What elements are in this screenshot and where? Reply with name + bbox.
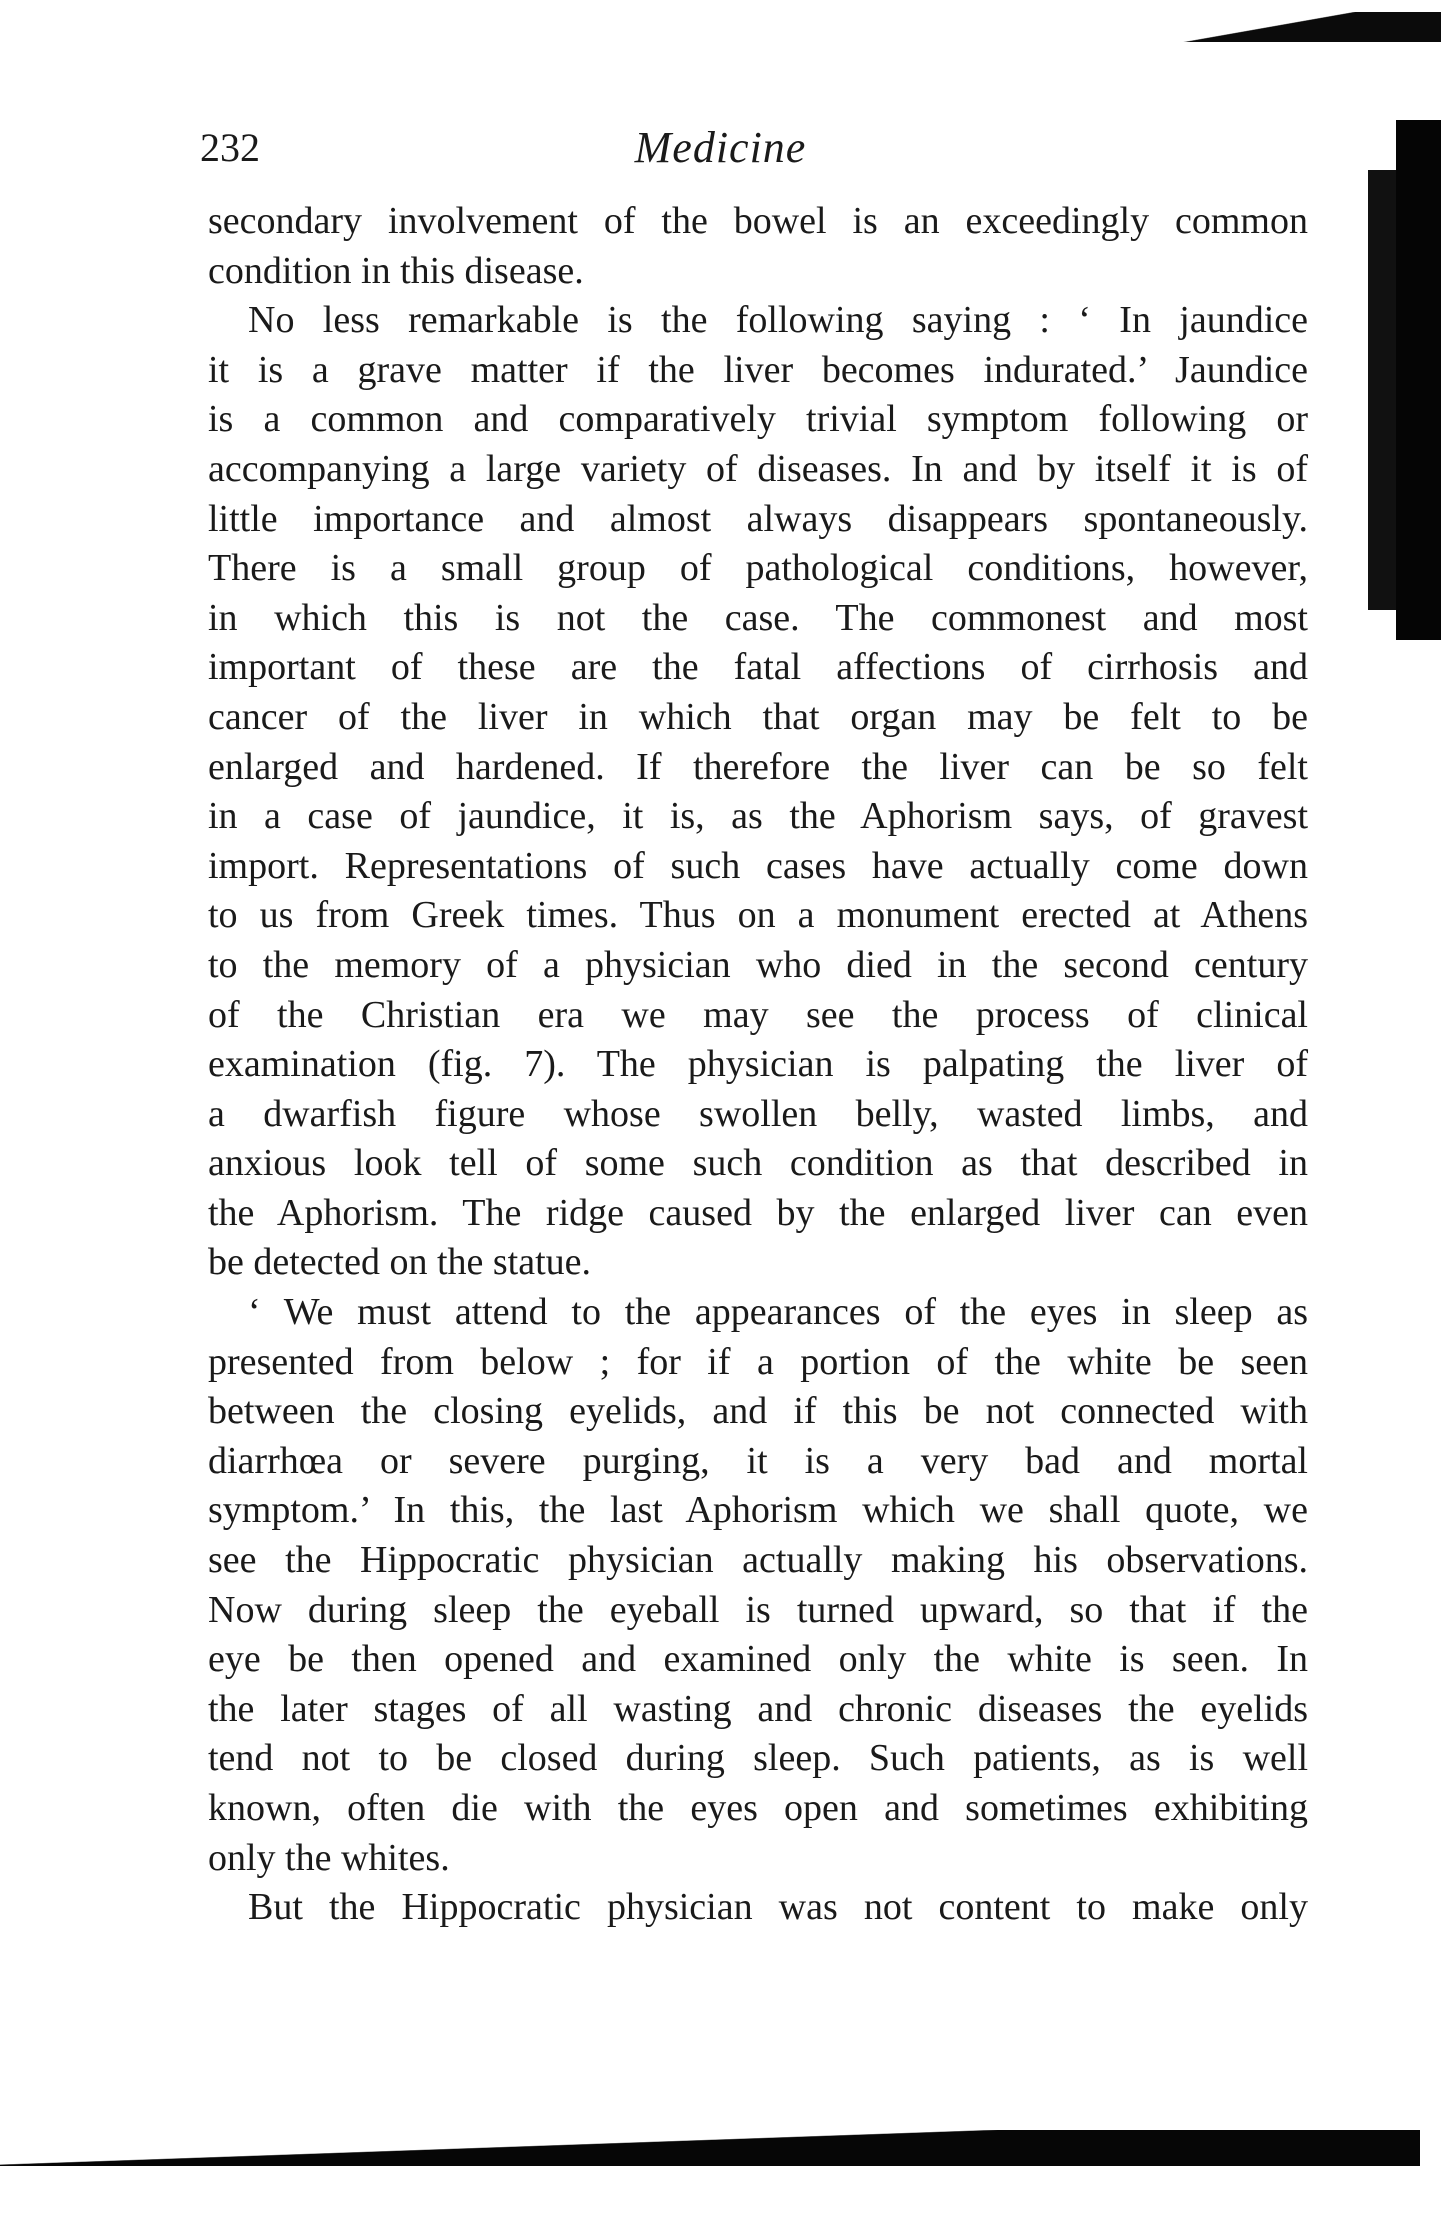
text-line: to the memory of a physician who died in the second century [208,943,1308,986]
text-line: examination (fig. 7). The physician is palpating the liver of [208,1043,1308,1086]
text-line: secondary involvement of the bowel is an exceedingly common [208,200,1308,242]
text-line: Now during sleep the eyeball is turned upward, so that if the [208,1588,1308,1631]
text-line: enlarged and hardened. If therefore the liver can be so felt [208,745,1308,788]
text-line: import. Representations of such cases have actually come down [208,844,1308,887]
text-line: ‘ We must attend to the appearances of the eyes in sleep as [248,1291,1308,1334]
text-line: the Aphorism. The ridge caused by the enlarged liver can even [208,1191,1308,1234]
scan-artifact-right-edge [1396,120,1441,640]
text-line: eye be then opened and examined only the white is seen. In [208,1638,1308,1681]
text-line: in a case of jaundice, it is, as the Aphorism says, of gravest [208,795,1308,838]
text-line: of the Christian era we may see the process of clinical [208,993,1308,1036]
text-line: between the closing eyelids, and if this be not connected with [208,1390,1308,1433]
text-line: to us from Greek times. Thus on a monument erected at Athens [208,894,1308,937]
text-line: see the Hippocratic physician actually making his observations. [208,1539,1308,1582]
text-line: tend not to be closed during sleep. Such patients, as is well [208,1737,1308,1780]
text-line: it is a grave matter if the liver becomes indurated.’ Jaundice [208,348,1308,391]
text-line: No less remarkable is the following saying : ‘ In jaundice [248,299,1308,342]
text-line: be detected on the statue. [208,1241,592,1284]
page-number: 232 [200,125,260,170]
running-title: Medicine [634,123,807,172]
text-line: a dwarfish figure whose swollen belly, wasted limbs, and [208,1092,1308,1135]
text-line: But the Hippocratic physician was not content to make only [248,1886,1308,1929]
text-line: is a common and comparatively trivial symptom following or [208,398,1308,441]
text-line: important of these are the fatal affections of cirrhosis and [208,646,1308,689]
scan-artifact-top [1140,12,1441,42]
scan-artifact-bottom [0,2130,1420,2166]
text-line: in which this is not the case. The commonest and most [208,596,1308,639]
text-line: anxious look tell of some such condition as that described in [208,1142,1308,1185]
text-line: cancer of the liver in which that organ may be felt to be [208,695,1308,738]
text-line: only the whites. [208,1836,450,1879]
text-line: condition in this disease. [208,249,584,292]
text-line: presented from below ; for if a portion of the white be seen [208,1340,1308,1383]
text-line: little importance and almost always disappears spontaneously. [208,497,1308,540]
text-line: There is a small group of pathological conditions, however, [208,547,1308,590]
text-line: the later stages of all wasting and chronic diseases the eyelids [208,1687,1308,1730]
text-line: accompanying a large variety of diseases. In and by itself it is of [208,447,1308,490]
text-line: diarrhœa or severe purging, it is a very bad and mortal [208,1439,1308,1482]
text-line: symptom.’ In this, the last Aphorism which we shall quote, we [208,1489,1308,1532]
text-line: known, often die with the eyes open and sometimes exhibiting [208,1787,1308,1829]
body-text [208,197,1308,1933]
